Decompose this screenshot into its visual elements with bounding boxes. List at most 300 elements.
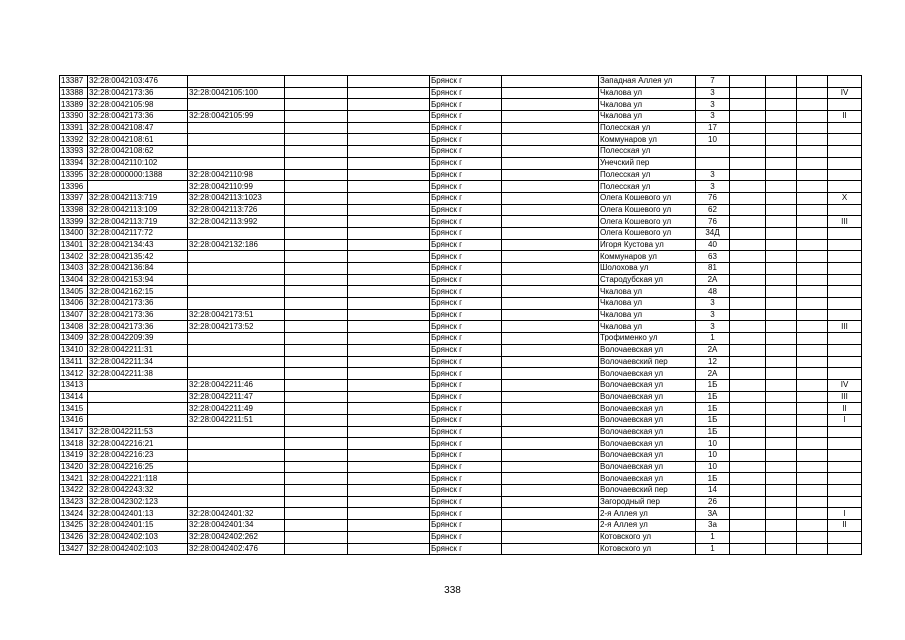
blank-col-7-cell [502, 192, 599, 204]
city-cell: Брянск г [430, 146, 502, 158]
primary-cadastral-number-cell [88, 181, 188, 193]
blank-col-10-cell [730, 181, 766, 193]
blank-col-4-cell [285, 496, 348, 508]
table-row [60, 379, 862, 391]
city-cell: Брянск г [430, 461, 502, 473]
house-number-cell: 1 [696, 543, 730, 555]
blank-col-7-cell [502, 321, 599, 333]
city-cell: Брянск г [430, 76, 502, 88]
blank-col-7-cell [502, 473, 599, 485]
primary-cadastral-number-cell: 32:28:0042211:31 [88, 344, 188, 356]
row-number-cell: 13422 [60, 485, 88, 497]
blank-col-4-cell [285, 146, 348, 158]
city-cell: Брянск г [430, 157, 502, 169]
table-row [60, 239, 862, 251]
secondary-cadastral-number-cell: 32:28:0042110:99 [188, 181, 285, 193]
street-cell: Чкалова ул [599, 298, 696, 310]
row-number-cell: 13414 [60, 391, 88, 403]
blank-col-10-cell [730, 87, 766, 99]
house-number-cell: 63 [696, 251, 730, 263]
primary-cadastral-number-cell: 32:28:0042216:23 [88, 450, 188, 462]
blank-col-12-cell [797, 438, 828, 450]
row-number-cell: 13398 [60, 204, 88, 216]
secondary-cadastral-number-cell [188, 356, 285, 368]
blank-col-5-cell [348, 485, 430, 497]
blank-col-4-cell [285, 321, 348, 333]
street-cell: Волочаевская ул [599, 344, 696, 356]
row-number-cell: 13425 [60, 520, 88, 532]
row-number-cell: 13388 [60, 87, 88, 99]
house-number-cell: 12 [696, 356, 730, 368]
row-number-cell: 13424 [60, 508, 88, 520]
blank-col-12-cell [797, 368, 828, 380]
blank-col-4-cell [285, 426, 348, 438]
blank-col-4-cell [285, 227, 348, 239]
blank-col-12-cell [797, 99, 828, 111]
blank-col-4-cell [285, 298, 348, 310]
table-row [60, 543, 862, 555]
blank-col-12-cell [797, 76, 828, 88]
row-number-cell: 13413 [60, 379, 88, 391]
house-number-cell: 2А [696, 344, 730, 356]
table-row [60, 485, 862, 497]
secondary-cadastral-number-cell [188, 473, 285, 485]
blank-col-12-cell [797, 461, 828, 473]
house-number-cell: 2А [696, 368, 730, 380]
house-number-cell: 3 [696, 87, 730, 99]
unit-roman-number-cell [828, 134, 862, 146]
blank-col-7-cell [502, 438, 599, 450]
blank-col-4-cell [285, 344, 348, 356]
blank-col-4-cell [285, 216, 348, 228]
table-row [60, 274, 862, 286]
blank-col-11-cell [766, 134, 797, 146]
row-number-cell: 13389 [60, 99, 88, 111]
secondary-cadastral-number-cell [188, 227, 285, 239]
street-cell: Волочаевская ул [599, 403, 696, 415]
blank-col-4-cell [285, 157, 348, 169]
secondary-cadastral-number-cell: 32:28:0042401:32 [188, 508, 285, 520]
blank-col-5-cell [348, 473, 430, 485]
blank-col-7-cell [502, 414, 599, 426]
blank-col-11-cell [766, 520, 797, 532]
blank-col-11-cell [766, 192, 797, 204]
unit-roman-number-cell: III [828, 391, 862, 403]
unit-roman-number-cell [828, 356, 862, 368]
table-row [60, 531, 862, 543]
house-number-cell: 26 [696, 496, 730, 508]
blank-col-5-cell [348, 146, 430, 158]
city-cell: Брянск г [430, 531, 502, 543]
blank-col-11-cell [766, 227, 797, 239]
row-number-cell: 13391 [60, 122, 88, 134]
blank-col-11-cell [766, 111, 797, 123]
blank-col-11-cell [766, 263, 797, 275]
unit-roman-number-cell [828, 204, 862, 216]
street-cell: Загородный пер [599, 496, 696, 508]
blank-col-12-cell [797, 239, 828, 251]
unit-roman-number-cell: X [828, 192, 862, 204]
blank-col-5-cell [348, 111, 430, 123]
blank-col-4-cell [285, 403, 348, 415]
unit-roman-number-cell [828, 473, 862, 485]
blank-col-10-cell [730, 134, 766, 146]
blank-col-7-cell [502, 356, 599, 368]
unit-roman-number-cell: III [828, 321, 862, 333]
blank-col-10-cell [730, 239, 766, 251]
blank-col-7-cell [502, 216, 599, 228]
table-row [60, 134, 862, 146]
unit-roman-number-cell [828, 227, 862, 239]
city-cell: Брянск г [430, 543, 502, 555]
street-cell: Олега Кошевого ул [599, 204, 696, 216]
blank-col-5-cell [348, 426, 430, 438]
blank-col-12-cell [797, 286, 828, 298]
blank-col-7-cell [502, 111, 599, 123]
table-row [60, 309, 862, 321]
secondary-cadastral-number-cell [188, 157, 285, 169]
street-cell: Чкалова ул [599, 309, 696, 321]
secondary-cadastral-number-cell: 32:28:0042402:262 [188, 531, 285, 543]
blank-col-11-cell [766, 368, 797, 380]
primary-cadastral-number-cell: 32:28:0042401:15 [88, 520, 188, 532]
table-row [60, 426, 862, 438]
secondary-cadastral-number-cell [188, 251, 285, 263]
house-number-cell: 76 [696, 216, 730, 228]
city-cell: Брянск г [430, 181, 502, 193]
street-cell: Волочаевская ул [599, 379, 696, 391]
street-cell: Чкалова ул [599, 286, 696, 298]
primary-cadastral-number-cell: 32:28:0042103:476 [88, 76, 188, 88]
table-row [60, 461, 862, 473]
street-cell: Чкалова ул [599, 321, 696, 333]
secondary-cadastral-number-cell [188, 146, 285, 158]
blank-col-11-cell [766, 333, 797, 345]
blank-col-12-cell [797, 485, 828, 497]
unit-roman-number-cell [828, 344, 862, 356]
city-cell: Брянск г [430, 520, 502, 532]
unit-roman-number-cell: I [828, 508, 862, 520]
table-row [60, 227, 862, 239]
unit-roman-number-cell [828, 122, 862, 134]
house-number-cell: 34Д [696, 227, 730, 239]
blank-col-12-cell [797, 298, 828, 310]
secondary-cadastral-number-cell: 32:28:0042401:34 [188, 520, 285, 532]
city-cell: Брянск г [430, 204, 502, 216]
blank-col-7-cell [502, 333, 599, 345]
blank-col-11-cell [766, 356, 797, 368]
primary-cadastral-number-cell: 32:28:0042173:36 [88, 111, 188, 123]
blank-col-7-cell [502, 134, 599, 146]
table-row [60, 181, 862, 193]
blank-col-4-cell [285, 414, 348, 426]
blank-col-4-cell [285, 520, 348, 532]
row-number-cell: 13419 [60, 450, 88, 462]
blank-col-12-cell [797, 508, 828, 520]
street-cell: Трофименко ул [599, 333, 696, 345]
table-row [60, 251, 862, 263]
street-cell: Олега Кошевого ул [599, 216, 696, 228]
table-row [60, 473, 862, 485]
blank-col-10-cell [730, 216, 766, 228]
unit-roman-number-cell: I [828, 414, 862, 426]
blank-col-11-cell [766, 146, 797, 158]
unit-roman-number-cell [828, 146, 862, 158]
primary-cadastral-number-cell: 32:28:0000000:1388 [88, 169, 188, 181]
house-number-cell: 3а [696, 520, 730, 532]
street-cell: Волочаевская ул [599, 438, 696, 450]
blank-col-7-cell [502, 181, 599, 193]
blank-col-7-cell [502, 461, 599, 473]
blank-col-4-cell [285, 531, 348, 543]
blank-col-7-cell [502, 239, 599, 251]
blank-col-5-cell [348, 192, 430, 204]
house-number-cell: 3 [696, 309, 730, 321]
street-cell: Полесская ул [599, 146, 696, 158]
row-number-cell: 13387 [60, 76, 88, 88]
row-number-cell: 13393 [60, 146, 88, 158]
city-cell: Брянск г [430, 99, 502, 111]
blank-col-10-cell [730, 543, 766, 555]
primary-cadastral-number-cell: 32:28:0042173:36 [88, 298, 188, 310]
blank-col-10-cell [730, 461, 766, 473]
blank-col-5-cell [348, 204, 430, 216]
blank-col-11-cell [766, 99, 797, 111]
blank-col-4-cell [285, 122, 348, 134]
house-number-cell: 3 [696, 169, 730, 181]
table-row [60, 216, 862, 228]
blank-col-5-cell [348, 379, 430, 391]
city-cell: Брянск г [430, 227, 502, 239]
blank-col-7-cell [502, 543, 599, 555]
row-number-cell: 13426 [60, 531, 88, 543]
primary-cadastral-number-cell: 32:28:0042401:13 [88, 508, 188, 520]
city-cell: Брянск г [430, 251, 502, 263]
blank-col-11-cell [766, 216, 797, 228]
primary-cadastral-number-cell: 32:28:0042211:38 [88, 368, 188, 380]
row-number-cell: 13418 [60, 438, 88, 450]
blank-col-11-cell [766, 414, 797, 426]
unit-roman-number-cell [828, 368, 862, 380]
primary-cadastral-number-cell: 32:28:0042136:84 [88, 263, 188, 275]
street-cell: Волочаевская ул [599, 414, 696, 426]
blank-col-7-cell [502, 309, 599, 321]
row-number-cell: 13401 [60, 239, 88, 251]
blank-col-5-cell [348, 239, 430, 251]
blank-col-4-cell [285, 134, 348, 146]
blank-col-10-cell [730, 368, 766, 380]
blank-col-4-cell [285, 76, 348, 88]
street-cell: Игоря Кустова ул [599, 239, 696, 251]
city-cell: Брянск г [430, 333, 502, 345]
street-cell: Полесская ул [599, 169, 696, 181]
blank-col-10-cell [730, 309, 766, 321]
secondary-cadastral-number-cell: 32:28:0042211:46 [188, 379, 285, 391]
blank-col-7-cell [502, 76, 599, 88]
blank-col-11-cell [766, 473, 797, 485]
house-number-cell: 10 [696, 461, 730, 473]
house-number-cell: 3 [696, 111, 730, 123]
row-number-cell: 13405 [60, 286, 88, 298]
blank-col-10-cell [730, 204, 766, 216]
unit-roman-number-cell [828, 333, 862, 345]
blank-col-10-cell [730, 333, 766, 345]
city-cell: Брянск г [430, 111, 502, 123]
city-cell: Брянск г [430, 192, 502, 204]
blank-col-12-cell [797, 543, 828, 555]
blank-col-11-cell [766, 286, 797, 298]
blank-col-10-cell [730, 192, 766, 204]
blank-col-10-cell [730, 286, 766, 298]
blank-col-7-cell [502, 298, 599, 310]
row-number-cell: 13397 [60, 192, 88, 204]
blank-col-7-cell [502, 286, 599, 298]
unit-roman-number-cell [828, 543, 862, 555]
blank-col-7-cell [502, 391, 599, 403]
secondary-cadastral-number-cell [188, 134, 285, 146]
street-cell: Волочаевская ул [599, 391, 696, 403]
street-cell: Полесская ул [599, 122, 696, 134]
secondary-cadastral-number-cell: 32:28:0042113:1023 [188, 192, 285, 204]
row-number-cell: 13399 [60, 216, 88, 228]
blank-col-11-cell [766, 309, 797, 321]
table-row [60, 76, 862, 88]
blank-col-4-cell [285, 87, 348, 99]
blank-col-12-cell [797, 251, 828, 263]
table-row [60, 298, 862, 310]
blank-col-12-cell [797, 181, 828, 193]
row-number-cell: 13427 [60, 543, 88, 555]
blank-col-5-cell [348, 87, 430, 99]
blank-col-5-cell [348, 520, 430, 532]
blank-col-7-cell [502, 450, 599, 462]
blank-col-5-cell [348, 391, 430, 403]
street-cell: 2-я Аллея ул [599, 520, 696, 532]
house-number-cell: 1Б [696, 414, 730, 426]
blank-col-7-cell [502, 204, 599, 216]
blank-col-5-cell [348, 543, 430, 555]
blank-col-11-cell [766, 157, 797, 169]
blank-col-5-cell [348, 134, 430, 146]
blank-col-5-cell [348, 368, 430, 380]
row-number-cell: 13394 [60, 157, 88, 169]
blank-col-7-cell [502, 157, 599, 169]
blank-col-10-cell [730, 450, 766, 462]
table-row [60, 286, 862, 298]
city-cell: Брянск г [430, 368, 502, 380]
blank-col-12-cell [797, 520, 828, 532]
house-number-cell: 1Б [696, 473, 730, 485]
blank-col-4-cell [285, 274, 348, 286]
blank-col-10-cell [730, 99, 766, 111]
blank-col-4-cell [285, 473, 348, 485]
city-cell: Брянск г [430, 239, 502, 251]
blank-col-12-cell [797, 111, 828, 123]
unit-roman-number-cell [828, 461, 862, 473]
primary-cadastral-number-cell: 32:28:0042113:719 [88, 216, 188, 228]
house-number-cell [696, 157, 730, 169]
city-cell: Брянск г [430, 87, 502, 99]
blank-col-11-cell [766, 496, 797, 508]
blank-col-12-cell [797, 263, 828, 275]
blank-col-10-cell [730, 356, 766, 368]
house-number-cell: 1Б [696, 391, 730, 403]
secondary-cadastral-number-cell [188, 76, 285, 88]
blank-col-7-cell [502, 251, 599, 263]
row-number-cell: 13404 [60, 274, 88, 286]
blank-col-11-cell [766, 543, 797, 555]
street-cell: Котовского ул [599, 543, 696, 555]
blank-col-12-cell [797, 216, 828, 228]
row-number-cell: 13412 [60, 368, 88, 380]
blank-col-5-cell [348, 274, 430, 286]
unit-roman-number-cell [828, 438, 862, 450]
blank-col-7-cell [502, 403, 599, 415]
table-row [60, 508, 862, 520]
secondary-cadastral-number-cell [188, 286, 285, 298]
secondary-cadastral-number-cell [188, 438, 285, 450]
blank-col-10-cell [730, 274, 766, 286]
row-number-cell: 13416 [60, 414, 88, 426]
blank-col-7-cell [502, 531, 599, 543]
blank-col-11-cell [766, 298, 797, 310]
unit-roman-number-cell [828, 274, 862, 286]
street-cell: Котовского ул [599, 531, 696, 543]
primary-cadastral-number-cell: 32:28:0042211:34 [88, 356, 188, 368]
unit-roman-number-cell [828, 450, 862, 462]
blank-col-12-cell [797, 309, 828, 321]
blank-col-7-cell [502, 169, 599, 181]
table-row [60, 414, 862, 426]
blank-col-7-cell [502, 379, 599, 391]
secondary-cadastral-number-cell [188, 426, 285, 438]
blank-col-10-cell [730, 146, 766, 158]
blank-col-4-cell [285, 391, 348, 403]
blank-col-11-cell [766, 76, 797, 88]
unit-roman-number-cell [828, 496, 862, 508]
blank-col-11-cell [766, 239, 797, 251]
blank-col-4-cell [285, 450, 348, 462]
secondary-cadastral-number-cell: 32:28:0042132:186 [188, 239, 285, 251]
unit-roman-number-cell [828, 298, 862, 310]
blank-col-10-cell [730, 122, 766, 134]
house-number-cell: 1Б [696, 403, 730, 415]
blank-col-5-cell [348, 286, 430, 298]
table-row [60, 333, 862, 345]
street-cell: Волочаевская ул [599, 473, 696, 485]
house-number-cell: 1Б [696, 426, 730, 438]
blank-col-10-cell [730, 473, 766, 485]
blank-col-4-cell [285, 99, 348, 111]
street-cell: Волочаевский пер [599, 356, 696, 368]
blank-col-10-cell [730, 298, 766, 310]
unit-roman-number-cell: IV [828, 87, 862, 99]
city-cell: Брянск г [430, 274, 502, 286]
street-cell: Волочаевская ул [599, 368, 696, 380]
blank-col-7-cell [502, 508, 599, 520]
row-number-cell: 13408 [60, 321, 88, 333]
house-number-cell: 10 [696, 450, 730, 462]
blank-col-5-cell [348, 122, 430, 134]
house-number-cell: 14 [696, 485, 730, 497]
row-number-cell: 13402 [60, 251, 88, 263]
blank-col-7-cell [502, 344, 599, 356]
blank-col-5-cell [348, 496, 430, 508]
blank-col-12-cell [797, 169, 828, 181]
city-cell: Брянск г [430, 508, 502, 520]
city-cell: Брянск г [430, 379, 502, 391]
blank-col-10-cell [730, 403, 766, 415]
